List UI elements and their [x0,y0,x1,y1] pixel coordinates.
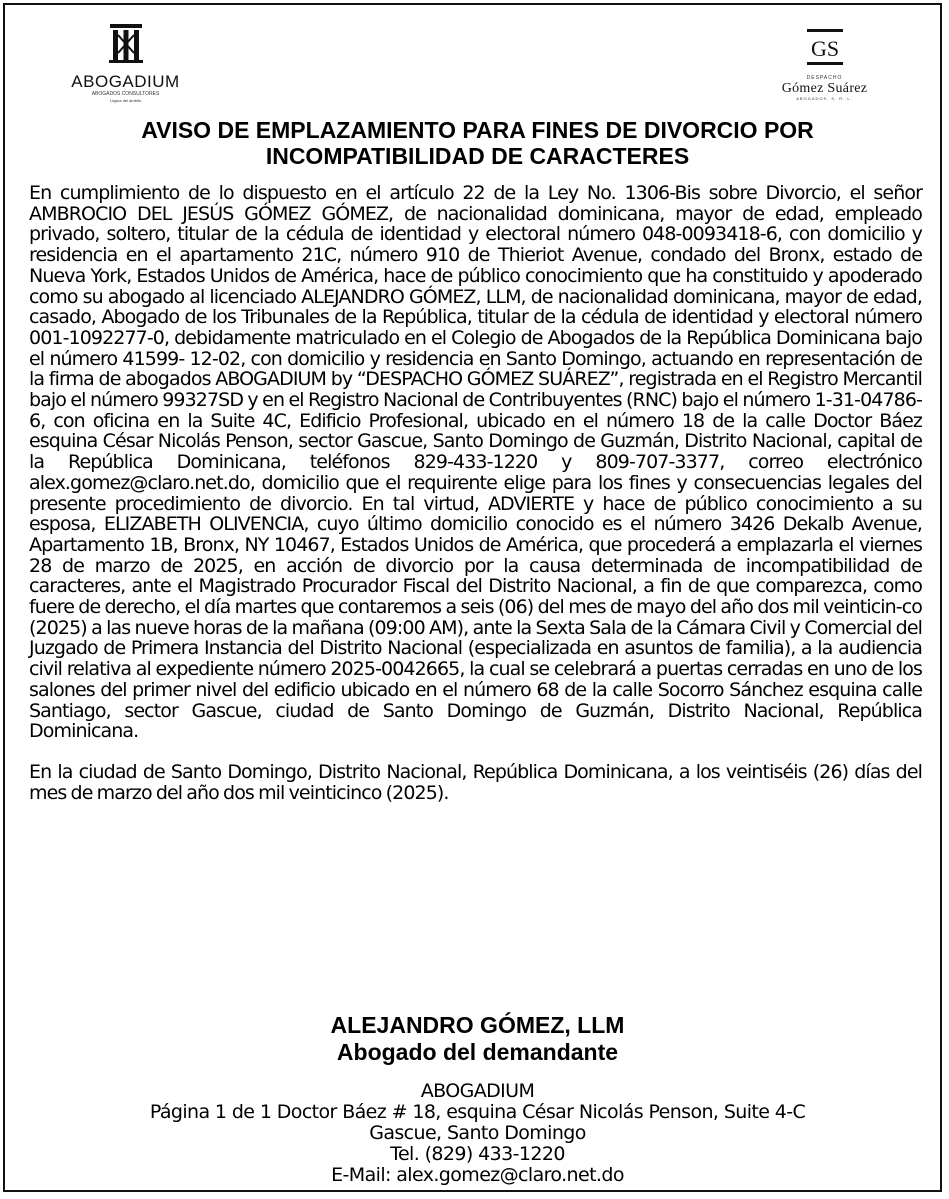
footer-email: E-Mail: alex.gomez@claro.net.do [331,1164,624,1186]
abogadium-logo [63,21,188,103]
abogadium-logo-tagline: Lógica del ámbito [109,98,142,103]
signature-block [25,1012,930,1066]
footer-city: Gascue, Santo Domingo [369,1122,586,1144]
notice-title-line2: INCOMPATIBILIDAD DE CARACTERES [265,143,690,169]
gomez-suarez-logo [757,27,892,102]
footer-address: Página 1 de 1 Doctor Báez # 18, esquina César Nicolás Penson, Suite 4-C [149,1101,806,1123]
gs-monogram-icon [805,27,845,67]
gomez-suarez-logo-name: Gómez Suárez [781,81,868,96]
abogadium-columns-icon [104,21,148,65]
signature-name: ALEJANDRO GÓMEZ, LLM [330,1012,625,1038]
notice-body [29,183,922,803]
notice-paragraph-main: En cumplimiento de lo dispuesto en el artículo 22 de la Ley No. 1306-Bis sobre Divorcio, el señor AMBROCIO DEL JESÚS GÓMEZ GÓMEZ, de nacionalidad dominicana, mayor de edad, empleado privado, soltero, titular de la cédula de identidad y electoral número 048-0093418-6, con domicilio y residencia en el apartamento 21C, número 910 de Thieriot Avenue, condado del Bronx, estado de Nueva York, Estados Unidos de América, hace de público conocimiento que ha constituido y apoderado como su abogado al licenciado ALEJANDRO GÓMEZ, LLM, de nacionalidad dominicana, mayor de edad, casado, Abogado de los Tribunales de la República, titular de la cédula de identidad y electoral número 001-1092277-0, debidamente matriculado en el Colegio de Abogados de la República Dominicana bajo el número 41599- 12-02, con domicilio y residencia en Santo Domingo, actuando en representación de la firma de abogados ABOGADIUM by “DESPACHO GÓMEZ SUÁREZ”, registrada en el Registro Mercantil bajo el número 99327SD y en el Registro Nacional de Contribuyentes (RNC) bajo el número 1-31-04786-6, con oficina en la Suite 4C, Edificio Profesional, ubicado en el número 18 de la calle Doctor Báez esquina César Nicolás Penson, sector Gascue, Santo Domingo de Guzmán, Distrito Nacional, capital de la República Dominicana, teléfonos 829-433-1220 y 809-707-3377, correo electrónico alex.gomez@claro.net.do, domicilio que el requirente elige para los fines y consecuencias legales del presente procedimiento de divorcio. En tal virtud, ADVIERTE y hace de público conocimiento a su esposa, ELIZABETH OLIVENCIA, cuyo último domicilio conocido es el número 3426 Dekalb Avenue, Apartamento 1B, Bronx, NY 10467, Estados Unidos de América, que procederá a emplazarla el viernes 28 de marzo de 2025, en acción de divorcio por la causa determinada de incompatibilidad de caracteres, ante el Magistrado Procurador Fiscal del Distrito Nacional, a fin de que comparezca, como fuere de derecho, el día martes que contaremos a seis (06) del mes de mayo del año dos mil veinticin-co (2025) a las nueve horas de la mañana (09:00 AM), ante la Sexta Sala de la Cámara Civil y Comercial del Juzgado de Primera Instancia del Distrito Nacional (especializada en asuntos de familia), a la audiencia civil relativa al expediente número 2025-0042665, la cual se celebrará a puertas cerradas en uno de los salones del primer nivel del edificio ubicado en el número 68 de la calle Socorro Sánchez esquina calle Santiago, sector Gascue, ciudad de Santo Domingo de Guzmán, Distrito Nacional, República Dominicana. [29,182,922,743]
notice-title-line1: AVISO DE EMPLAZAMIENTO PARA FINES DE DIVORCIO POR [141,117,814,143]
footer-firm: ABOGADIUM [420,1080,535,1102]
abogadium-logo-subtitle: ABOGADOS CONSULTORES [91,91,160,97]
gomez-suarez-logo-pre: DESPACHO [806,75,843,81]
gomez-suarez-logo-post: ABOGADOS, S. R. L. [796,96,853,101]
signature-role: Abogado del demandante [336,1039,619,1065]
notice-paragraph-date: En la ciudad de Santo Domingo, Distrito Nacional, República Dominicana, a los veintiséis (26) días del mes de marzo del año dos mil veinticinco (2025). [29,760,922,804]
footer-phone: Tel. (829) 433-1220 [390,1143,565,1165]
footer-contact [25,1081,930,1186]
abogadium-logo-name: ABOGADIUM [71,72,180,91]
notice-page [3,3,942,1192]
notice-title [25,117,930,169]
gs-monogram-text: GS [810,36,839,61]
